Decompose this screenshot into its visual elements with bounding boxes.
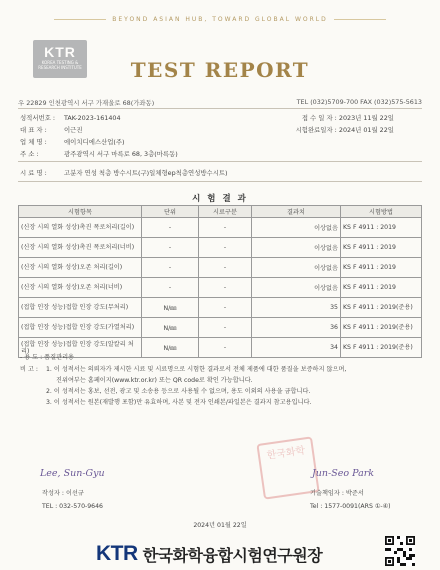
cell-item: (접합 인장 성능)접합 인장 강도(가열처리) <box>19 318 142 338</box>
cell-result: 이상없음 <box>252 238 341 258</box>
results-header-row <box>19 206 422 218</box>
reception-date-label: 접 수 일 자 : <box>301 114 337 122</box>
representative: 이근진 <box>64 126 83 134</box>
company-address-label: 주 소 : <box>20 150 39 158</box>
purpose-note: - 용 도 : 품질관리용 <box>20 354 75 361</box>
cell-sample: - <box>199 278 252 298</box>
cell-method: KS F 4911 : 2019 <box>341 218 422 238</box>
official-seal-text: 한국화학 <box>266 445 306 462</box>
issuer-footer <box>96 542 322 566</box>
cell-item: (접합 인장 성능)접합 인장 강도(알칼리 처리) <box>19 338 142 358</box>
cell-method: KS F 4911 : 2019 <box>341 278 422 298</box>
cell-unit: N/㎜ <box>142 298 199 318</box>
col-header-item: 시험항목 <box>19 206 142 218</box>
table-row <box>19 298 422 318</box>
report-number-row <box>20 113 121 122</box>
cell-method: KS F 4911 : 2019(준용) <box>341 338 422 358</box>
cell-sample: - <box>199 238 252 258</box>
representative-label: 대 표 자 : <box>20 126 47 134</box>
cell-item: (신장 시의 열화 성상)촉진 폭로처리(너비) <box>19 238 142 258</box>
institute-phone: TEL (032)5709-700 FAX (032)575-5613 <box>296 98 422 106</box>
author-phone: TEL : 032-570-9646 <box>42 503 103 510</box>
col-header-sample: 시료구분 <box>199 206 252 218</box>
author-signature: Lee, Sun-Gyu <box>40 468 105 479</box>
ktr-logo-subtitle: KOREA TESTING & RESEARCH INSTITUTE <box>38 60 82 70</box>
cell-sample: - <box>199 338 252 358</box>
tech-manager-phone: Tel : 1577-0091(ARS ①-④) <box>310 503 391 510</box>
results-title: 시 험 결 과 <box>192 194 248 204</box>
tech-manager-signature: Jun-Seo Park <box>312 468 375 479</box>
col-header-method: 시험방법 <box>341 206 422 218</box>
qr-code-icon[interactable] <box>385 536 415 566</box>
info-divider <box>18 161 422 162</box>
remark-line: 진위여부는 홈페이지(www.ktr.or.kr) 또는 QR code로 확인 가능합니다. <box>56 377 253 384</box>
col-header-result: 결과치 <box>252 206 341 218</box>
representative-row <box>20 125 83 134</box>
cell-result: 35 <box>252 298 341 318</box>
cell-sample: - <box>199 318 252 338</box>
cell-unit: N/㎜ <box>142 338 199 358</box>
tagline: BEYOND ASIAN HUB, TOWARD GLOBAL WORLD <box>0 16 440 23</box>
cell-unit: - <box>142 238 199 258</box>
table-row <box>19 278 422 298</box>
ktr-logo-text: KTR <box>44 44 76 60</box>
cell-unit: - <box>142 258 199 278</box>
company-row <box>20 137 125 146</box>
issuer-name: 한국화학융합시험연구원장 <box>142 545 323 565</box>
cell-item: (신장 시의 열화 성상)오존 처리(너비) <box>19 278 142 298</box>
remark-line: 1. 이 성적서는 의뢰자가 제시한 시료 및 시료명으로 시험한 결과로서 전체 제품에 대한 품질을 보증하지 않으며, <box>46 366 347 373</box>
cell-result: 36 <box>252 318 341 338</box>
cell-unit: - <box>142 218 199 238</box>
cell-result: 34 <box>252 338 341 358</box>
table-row <box>19 218 422 238</box>
col-header-unit: 단위 <box>142 206 199 218</box>
header-divider <box>18 108 422 109</box>
completion-date: 2024년 01월 22일 <box>338 126 394 134</box>
cell-result: 이상없음 <box>252 258 341 278</box>
cell-sample: - <box>199 258 252 278</box>
cell-method: KS F 4911 : 2019(준용) <box>341 318 422 338</box>
cell-method: KS F 4911 : 2019(준용) <box>341 298 422 318</box>
remark-label: 비 고 : <box>20 366 38 373</box>
cell-method: KS F 4911 : 2019 <box>341 238 422 258</box>
results-table <box>18 205 422 358</box>
table-row <box>19 338 422 358</box>
institute-address: 우 22829 인천광역시 서구 가재울로 68(가좌동) <box>18 99 155 107</box>
reception-date: 2023년 11월 22일 <box>338 114 394 122</box>
table-row <box>19 258 422 278</box>
cell-result: 이상없음 <box>252 278 341 298</box>
company-label: 업 체 명 : <box>20 138 47 146</box>
cell-method: KS F 4911 : 2019 <box>341 258 422 278</box>
report-title: TEST REPORT <box>130 58 310 82</box>
remark-line: 3. 이 성적서는 원본(재발행 포함)만 유효하며, 사본 및 전자 인쇄본/파일본은 결과지 참고용입니다. <box>46 399 312 406</box>
remark-line: 2. 이 성적서는 홍보, 선전, 광고 및 소송용 등으로 사용될 수 없으며, 용도 이외의 사용을 금합니다. <box>46 388 311 395</box>
completion-date-label: 시험완료일자 : <box>295 126 337 134</box>
company-address-row <box>20 149 178 158</box>
report-number: TAK-2023-161404 <box>64 114 121 122</box>
cell-item: (신장 시의 열화 성상)오존 처리(길이) <box>19 258 142 278</box>
cell-unit: - <box>142 278 199 298</box>
cell-result: 이상없음 <box>252 218 341 238</box>
author-name: 작성자 : 이선규 <box>42 490 84 497</box>
company-address: 광주광역시 서구 마륵로 68, 3층(마륵동) <box>64 150 178 158</box>
completion-date-row <box>296 125 394 134</box>
table-row <box>19 318 422 338</box>
cell-unit: N/㎜ <box>142 318 199 338</box>
table-row <box>19 238 422 258</box>
sample-divider <box>18 181 422 182</box>
issue-date: 2024년 01월 22일 <box>193 522 247 529</box>
sample-row <box>20 168 228 177</box>
tech-manager-name: 기술책임자 : 박준서 <box>310 490 364 497</box>
cell-item: (접합 인장 성능)접합 인장 강도(무처리) <box>19 298 142 318</box>
cell-sample: - <box>199 218 252 238</box>
reception-date-row <box>302 113 394 122</box>
sample-label: 시 료 명 : <box>20 169 47 177</box>
ktr-footer-logo: KTR <box>96 542 138 565</box>
company-name: 에이치디에스산업(주) <box>64 138 125 146</box>
report-number-label: 성적서번호 : <box>20 114 56 122</box>
cell-item: (신장 시의 열화 성상)촉진 폭로처리(길이) <box>19 218 142 238</box>
sample-name: 고분자 연성 척층 방수시트(구)일체형ep척층연성방수시트) <box>64 169 228 177</box>
cell-sample: - <box>199 298 252 318</box>
